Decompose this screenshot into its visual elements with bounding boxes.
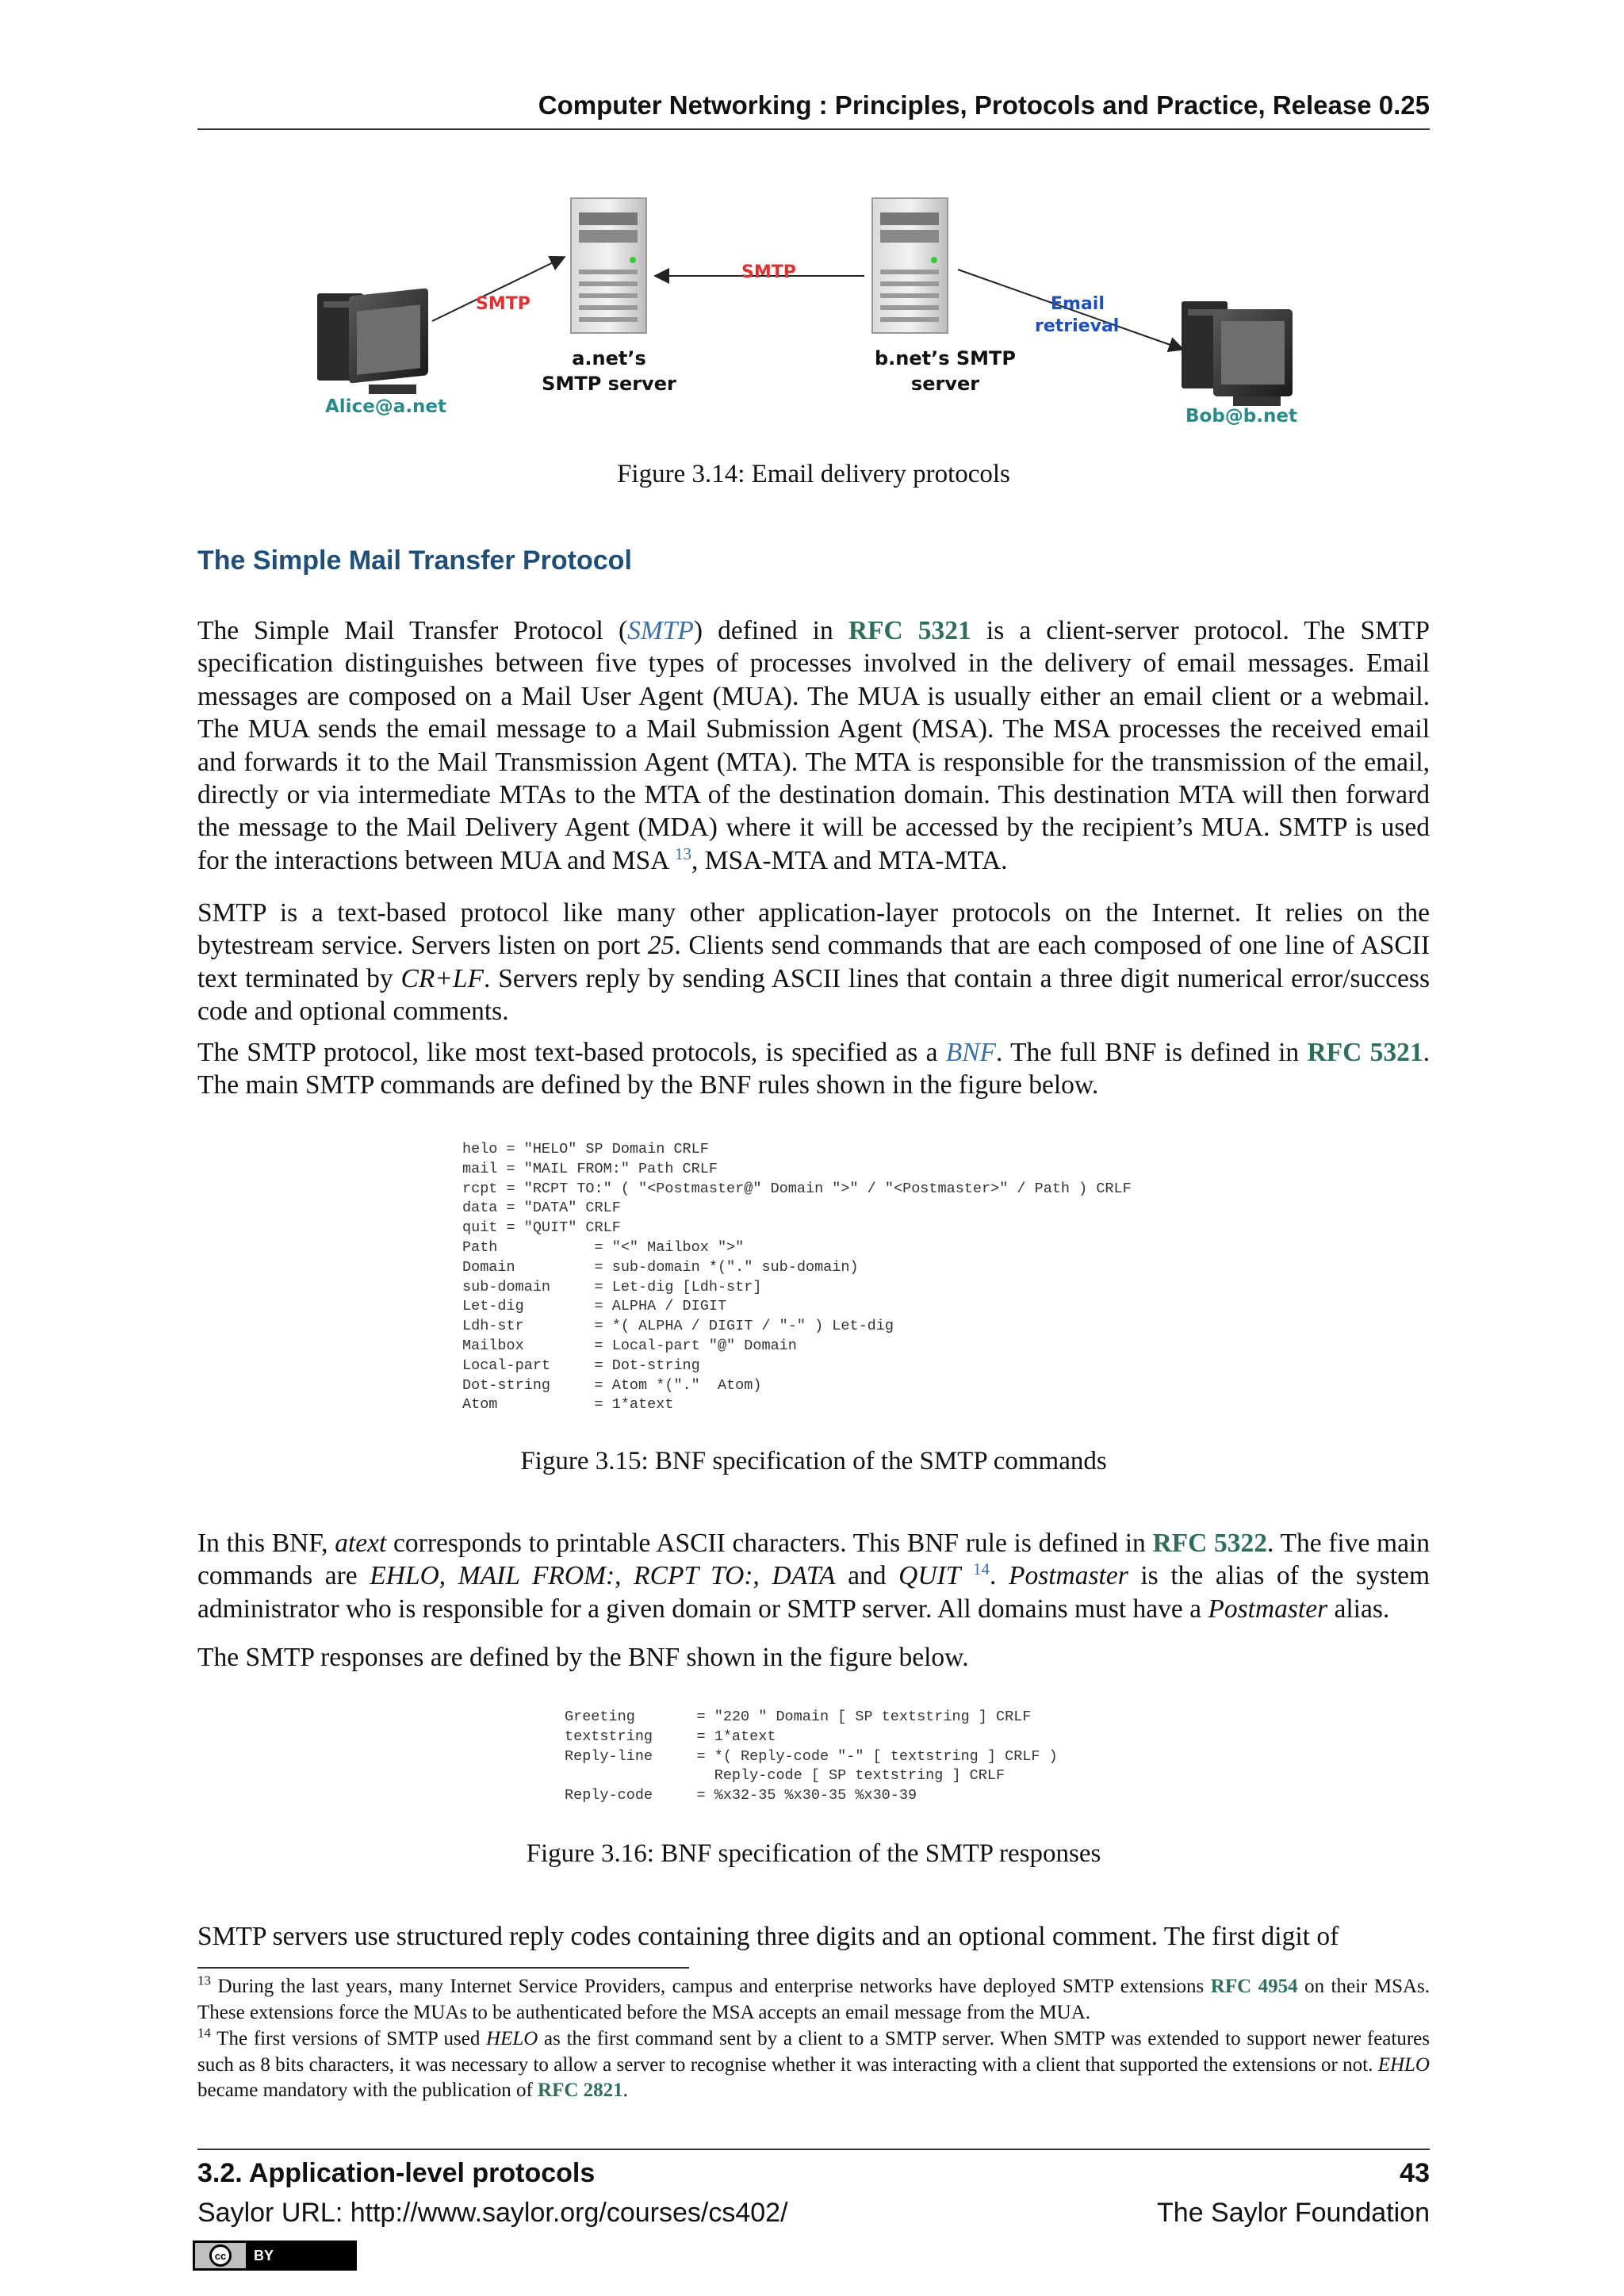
- mailfrom-term: MAIL FROM:: [458, 1561, 615, 1591]
- text-run: ) defined in: [693, 616, 848, 645]
- ehlo-term: EHLO: [1377, 2053, 1430, 2076]
- text-run: as the first command sent by a client to a SMTP server. When SMTP was extended to support newer features such as 8 bits characters, it was necessary to allow a server to recognise whether it was interacting with a client that supported the extensions or not.: [197, 2028, 1430, 2076]
- bnf-glossary-link[interactable]: BNF: [945, 1038, 997, 1067]
- saylor-url[interactable]: Saylor URL: http://www.saylor.org/courses/cs402/: [197, 2198, 788, 2228]
- text-run: alias.: [1327, 1594, 1390, 1624]
- paragraph-smtp-intro: [197, 614, 1430, 877]
- email-delivery-diagram: [301, 182, 1332, 452]
- cc-by-icon[interactable]: [193, 2241, 357, 2271]
- data-term: DATA: [772, 1561, 836, 1591]
- figure-3-16-caption: Figure 3.16: BNF specification of the SMTP responses: [526, 1839, 1101, 1868]
- rcptto-term: RCPT TO:: [634, 1561, 753, 1591]
- text-run: ,: [753, 1561, 772, 1591]
- cc-by-label: BY: [254, 2247, 274, 2263]
- rfc-5322-link[interactable]: RFC 5322: [1152, 1529, 1268, 1558]
- label-email-retrieval-1: Email: [1051, 294, 1105, 314]
- paragraph-bnf-intro: [197, 1036, 1430, 1102]
- cc-circle-icon: cc: [209, 2244, 232, 2267]
- text-run: , MSA-MTA and MTA-MTA.: [691, 845, 1008, 875]
- atext-term: atext: [335, 1529, 387, 1558]
- footnote-13: [197, 1974, 1430, 2026]
- section-title: The Simple Mail Transfer Protocol: [197, 545, 632, 576]
- header-rule: [197, 128, 1430, 130]
- text-run: is a client-server protocol. The SMTP specification distinguishes between five types of processes involved in the delivery of email messages. Email messages are composed on a Mail User Agent (MUA). The MUA is usually either an email client or a webmail. The MUA sends the email message to a Mail Submission Agent (MSA). The MSA processes the received email and forwards it to the Mail Transmission Agent (MTA). The MTA is responsible for the transmission of the email, directly or via intermediate MTAs to the MTA of the destination domain. This destination MTA will then forward the message to the Mail Delivery Agent (MDA) where it will be accessed by the recipient’s MUA. SMTP is used for the interactions between MUA and MSA: [197, 616, 1431, 875]
- text-run: The SMTP protocol, like most text-based protocols, is specified as a: [197, 1038, 946, 1067]
- footer-section-title: 3.2. Application-level protocols: [197, 2158, 596, 2188]
- footnote-ref-14[interactable]: 14: [972, 1559, 990, 1579]
- label-bob: Bob@b.net: [1185, 406, 1297, 427]
- text-run: .: [989, 1561, 1009, 1591]
- text-run: . Servers reply by sending ASCII lines that contain a three digit numerical error/success code and optional comments.: [197, 963, 1430, 1027]
- helo-term: HELO: [486, 2028, 538, 2049]
- text-run: The first versions of SMTP used: [211, 2028, 487, 2049]
- paragraph-smtp-text-based: [197, 897, 1430, 1028]
- label-server-a-1: a.net’s: [572, 347, 646, 369]
- figure-3-14-caption: Figure 3.14: Email delivery protocols: [617, 460, 1010, 488]
- bob-computer-icon: [1182, 301, 1293, 406]
- cc-logo-icon: [195, 2243, 246, 2268]
- quit-term: QUIT: [898, 1561, 961, 1591]
- paragraph-reply-codes: SMTP servers use structured reply codes containing three digits and an optional comment. The first digit of: [197, 1922, 1339, 1951]
- running-header: Computer Networking : Principles, Protocols and Practice, Release 0.25: [538, 90, 1430, 120]
- paragraph-responses-intro: The SMTP responses are defined by the BNF shown in the figure below.: [197, 1643, 969, 1672]
- text-run: on their MSAs. These extensions force the MUAs to be authenticated before the MSA accepts an email message from the MUA.: [197, 1976, 1431, 2023]
- label-server-a-2: SMTP server: [542, 373, 676, 395]
- footnote-number: 14: [197, 2025, 211, 2041]
- text-run: is the alias of the system administrator who is responsible for a given domain or SMTP server. All domains must have a: [197, 1561, 1431, 1624]
- label-smtp-left: SMTP: [476, 294, 530, 314]
- text-run: and: [835, 1561, 899, 1591]
- paragraph-atext: [197, 1527, 1430, 1625]
- saylor-foundation: The Saylor Foundation: [1157, 2198, 1430, 2228]
- text-run: ,: [615, 1561, 634, 1591]
- postmaster-term: Postmaster: [1009, 1561, 1128, 1591]
- postmaster-term: Postmaster: [1208, 1594, 1328, 1624]
- text-run: ,: [439, 1561, 458, 1591]
- text-run: . The five main commands are: [197, 1529, 1431, 1591]
- footnote-ref-13[interactable]: 13: [674, 844, 691, 863]
- text-run: . The full BNF is defined in: [996, 1038, 1308, 1067]
- label-email-retrieval-2: retrieval: [1035, 316, 1120, 336]
- footnote-rule: [197, 1967, 689, 1969]
- footnote-14: [197, 2026, 1430, 2104]
- text-run: In this BNF,: [197, 1529, 335, 1558]
- text-run: SMTP is a text-based protocol like many other application-layer protocols on the Internet. It relies on the bytestream service. Servers listen on port: [197, 898, 1430, 961]
- rfc-4954-link[interactable]: RFC 4954: [1210, 1976, 1298, 1997]
- label-alice: Alice@a.net: [325, 396, 447, 417]
- text-run: corresponds to printable ASCII characters. This BNF rule is defined in: [386, 1529, 1153, 1558]
- footnote-number: 13: [197, 1973, 211, 1988]
- server-b-icon: [872, 198, 948, 333]
- rfc-5321-link[interactable]: RFC 5321: [848, 616, 971, 645]
- port-number: 25: [647, 931, 675, 961]
- rfc-5321-link[interactable]: RFC 5321: [1307, 1038, 1423, 1067]
- server-a-icon: [571, 198, 646, 333]
- rfc-2821-link[interactable]: RFC 2821: [538, 2080, 623, 2101]
- bnf-smtp-commands-code: helo = "HELO" SP Domain CRLF mail = "MAIL FROM:" Path CRLF rcpt = "RCPT TO:" ( "<Postmaster@" Domain ">" / "<Postmaster>" / Path ) CRLF data = "DATA" CRLF quit = "QUIT" CRLF Path = "<" Mailbox ">" Domain = sub-domain *("." sub-domain) sub-domain = Let-dig [Ldh-str] Let-dig = ALPHA / DIGIT Ldh-str = *( ALPHA / DIGIT / "-" ) Let-dig Mailbox = Local-part "@" Domain Local-part = Dot-string Dot-string = Atom *("." Atom) Atom = 1*atext: [462, 1141, 1132, 1414]
- text-run: The Simple Mail Transfer Protocol (: [197, 616, 628, 645]
- text-run: .: [622, 2080, 628, 2101]
- crlf-term: CR+LF: [400, 963, 484, 993]
- text-run: . Clients send commands that are each composed of one line of ASCII text terminated by: [197, 931, 1430, 993]
- figure-3-15-caption: Figure 3.15: BNF specification of the SMTP commands: [520, 1447, 1107, 1475]
- label-server-b-1: b.net’s SMTP: [874, 347, 1017, 369]
- footer-rule: [197, 2149, 1430, 2150]
- text-run: . The main SMTP commands are defined by the BNF rules shown in the figure below.: [197, 1038, 1430, 1100]
- ehlo-term: EHLO: [370, 1561, 439, 1591]
- alice-computer-icon: [317, 288, 428, 394]
- text-run: became mandatory with the publication of: [197, 2080, 538, 2101]
- label-server-b-2: server: [910, 373, 980, 395]
- label-smtp-middle: SMTP: [741, 262, 796, 282]
- smtp-glossary-link[interactable]: SMTP: [627, 616, 694, 645]
- page-number: 43: [1400, 2158, 1430, 2188]
- bnf-smtp-responses-code: Greeting = "220 " Domain [ SP textstring ] CRLF textstring = 1*atext Reply-line = *( Reply-code "-" [ textstring ] CRLF ) Reply-code [ SP textstring ] CRLF Reply-code = %x32-35 %x30-35 %x30-39: [565, 1709, 1058, 1804]
- text-run: During the last years, many Internet Service Providers, campus and enterprise networks have deployed SMTP extensions: [211, 1976, 1211, 1997]
